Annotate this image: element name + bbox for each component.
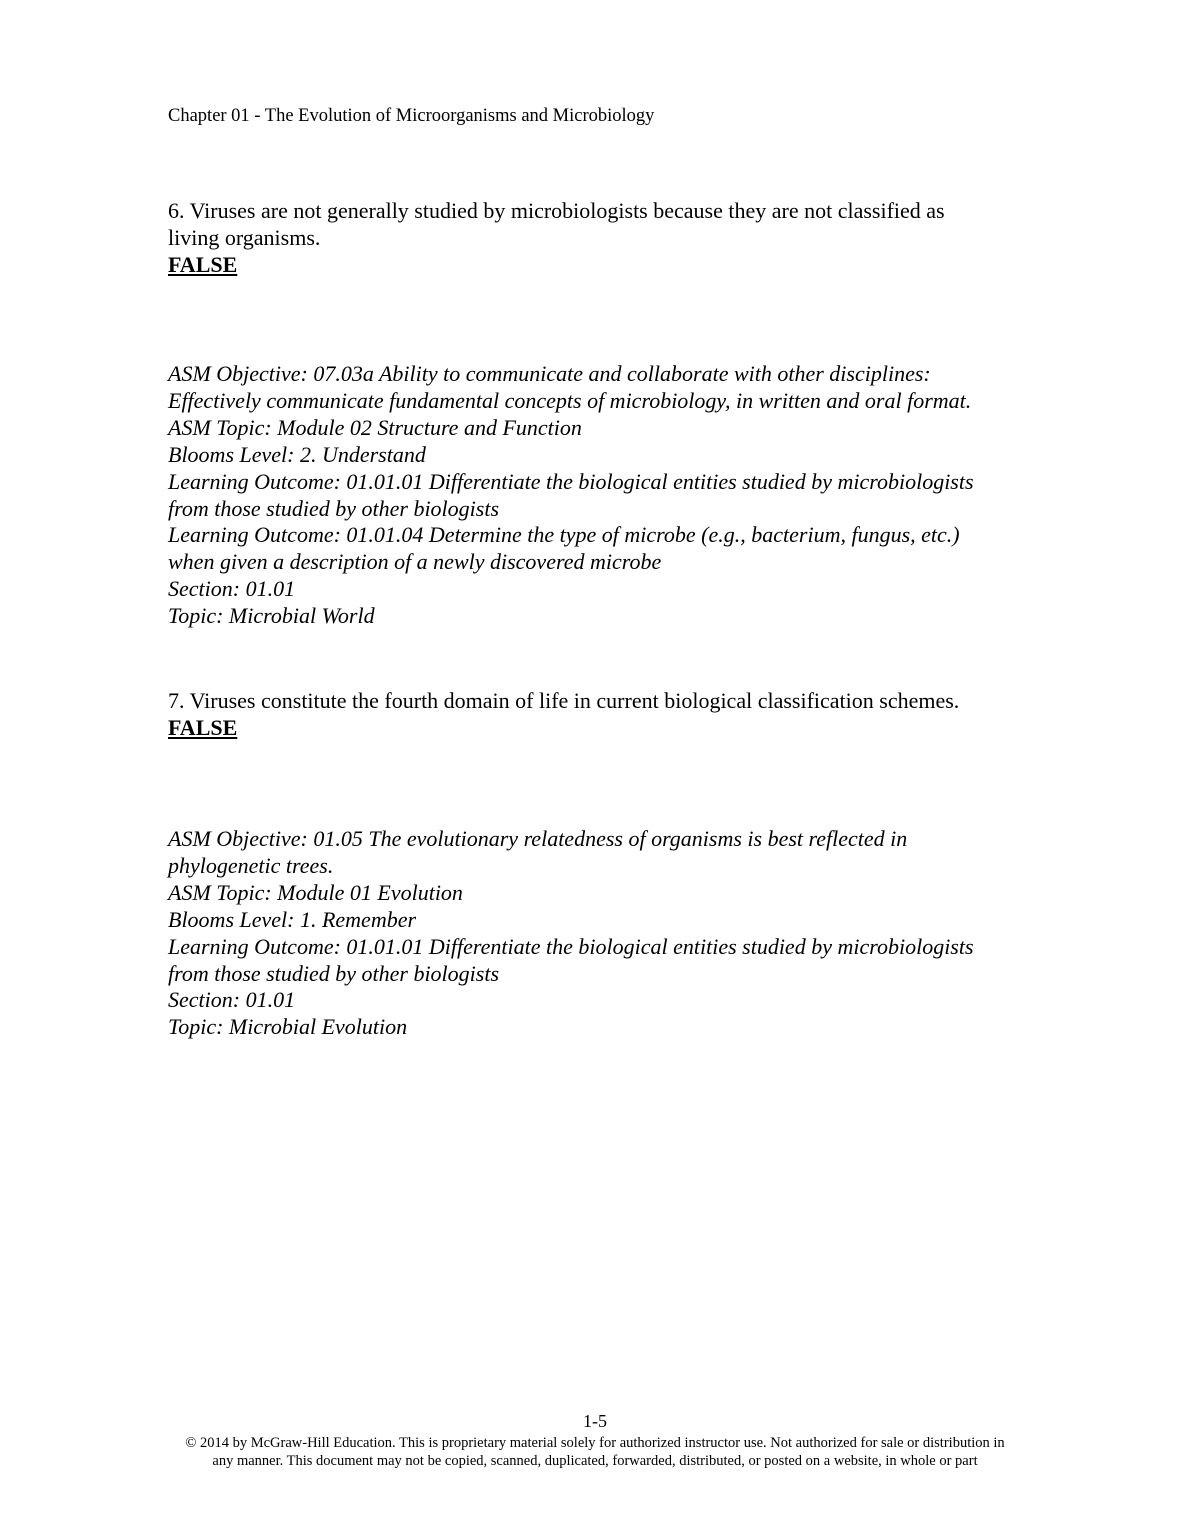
meta-line: Learning Outcome: 01.01.04 Determine the type of microbe (e.g., bacterium, fungus, etc.) — [168, 522, 960, 548]
meta-line: Section: 01.01 — [168, 987, 296, 1013]
question-6-metadata — [168, 361, 1048, 630]
meta-line: from those studied by other biologists — [168, 960, 500, 986]
question-7 — [168, 687, 1048, 741]
meta-line: from those studied by other biologists — [168, 495, 500, 521]
page-number: 1-5 — [583, 1411, 607, 1431]
question-text-line: living organisms. — [168, 225, 321, 250]
copyright-line: © 2014 by McGraw-Hill Education. This is proprietary material solely for authorized instructor use. Not authorized for sale or distribution in — [185, 1435, 1005, 1451]
meta-line: Blooms Level: 1. Remember — [168, 906, 417, 932]
meta-line: Section: 01.01 — [168, 576, 296, 602]
meta-line: when given a description of a newly discovered microbe — [168, 549, 662, 575]
meta-line: ASM Topic: Module 01 Evolution — [168, 879, 463, 905]
meta-line: Learning Outcome: 01.01.01 Differentiate the biological entities studied by microbiologists — [168, 468, 974, 494]
chapter-header: Chapter 01 - The Evolution of Microorganisms and Microbiology — [168, 106, 655, 126]
meta-line: Topic: Microbial Evolution — [168, 1014, 408, 1040]
question-text-line: 7. Viruses constitute the fourth domain of life in current biological classification schemes. — [168, 688, 960, 713]
copyright-notice — [120, 1434, 1070, 1470]
meta-line: phylogenetic trees. — [168, 852, 334, 878]
meta-line: ASM Topic: Module 02 Structure and Function — [168, 414, 582, 440]
meta-line: Topic: Microbial World — [168, 603, 375, 629]
question-text-line: 6. Viruses are not generally studied by microbiologists because they are not classified as — [168, 198, 945, 223]
meta-line: ASM Objective: 07.03a Ability to communicate and collaborate with other disciplines: — [168, 361, 931, 386]
question-7-metadata — [168, 826, 1048, 1041]
meta-line: Effectively communicate fundamental concepts of microbiology, in written and oral format. — [168, 387, 972, 413]
meta-line: Blooms Level: 2. Understand — [168, 441, 426, 467]
question-6 — [168, 197, 1048, 278]
meta-line: ASM Objective: 01.05 The evolutionary relatedness of organisms is best reflected in — [168, 826, 908, 851]
answer-label: FALSE — [168, 715, 238, 740]
copyright-line: any manner. This document may not be copied, scanned, duplicated, forwarded, distributed, or posted on a website, in whole or part — [212, 1453, 978, 1469]
meta-line: Learning Outcome: 01.01.01 Differentiate the biological entities studied by microbiologists — [168, 933, 974, 959]
answer-label: FALSE — [168, 252, 238, 277]
